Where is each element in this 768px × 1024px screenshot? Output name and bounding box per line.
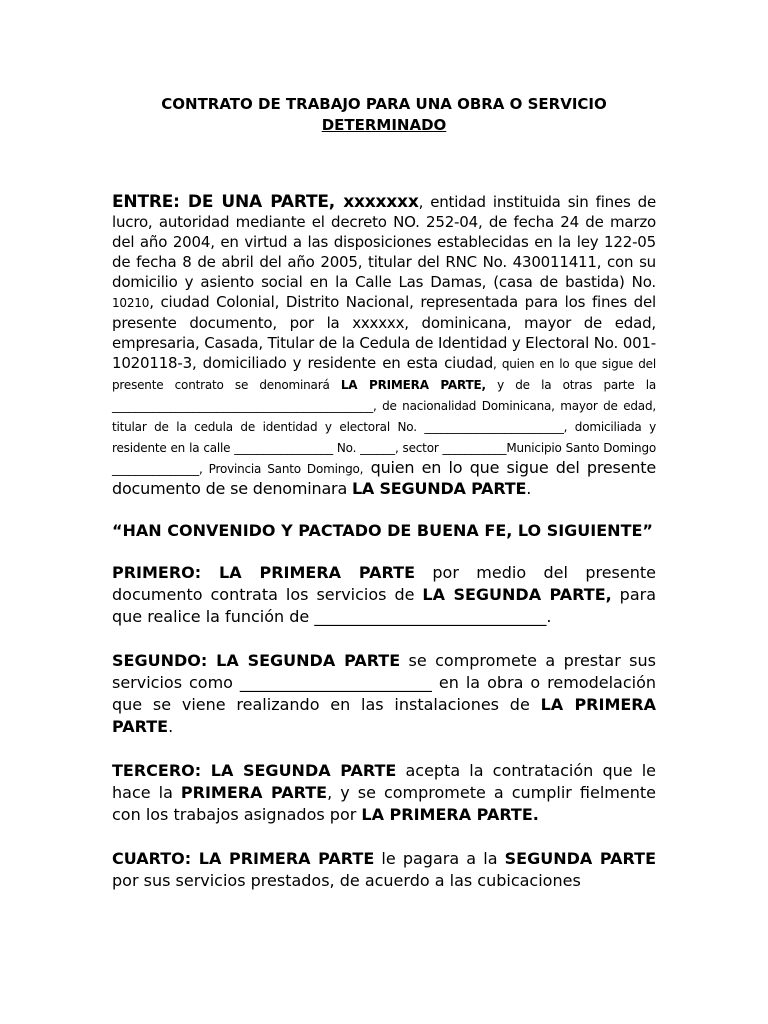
clause-primero-label: PRIMERO: LA PRIMERA PARTE <box>112 563 415 582</box>
clause-cuarto-text-2: por sus servicios prestados, de acuerdo a las cubicaciones <box>112 871 581 890</box>
title-line-1: CONTRATO DE TRABAJO PARA UNA OBRA O SERVICIO <box>161 95 607 113</box>
clause-cuarto <box>112 848 656 892</box>
clause-tercero-bold-2: LA PRIMERA PARTE. <box>361 805 539 824</box>
clause-cuarto-label: CUARTO: LA PRIMERA PARTE <box>112 849 375 868</box>
clause-segundo-text-2: . <box>168 717 174 736</box>
clause-segundo-bold-1: LA PRIMERA PARTE <box>112 695 656 736</box>
intro-party-2: LA SEGUNDA PARTE <box>351 479 527 498</box>
intro-text-3: , quien en lo que sigue del presente contrato se denominará <box>112 357 656 392</box>
clause-primero <box>112 562 656 628</box>
clause-tercero-text-2: , y se compromete a cumplir fielmente con los trabajos asignados por <box>112 783 656 824</box>
intro-tail-2: . <box>526 479 532 498</box>
clause-primero-text-2: para que realice la función de _____________________________. <box>112 585 657 626</box>
clause-tercero <box>112 760 656 826</box>
clause-segundo-text-1: se compromete a prestar sus servicios como ________________________ en la obra o remodelación que se viene realizando en las instalaciones de <box>112 651 656 714</box>
clause-tercero-text-1: acepta la contratación que le hace la <box>112 761 657 802</box>
intro-house-number: 10210 <box>112 296 150 310</box>
intro-tail-1: quien en lo que sigue del presente documento de se denominara <box>112 458 656 498</box>
document-title <box>112 94 656 136</box>
clause-tercero-bold-1: PRIMERA PARTE <box>180 783 328 802</box>
title-line-2: DETERMINADO <box>321 116 447 134</box>
intro-text-2: , ciudad Colonial, Distrito Nacional, representada para los fines del presente documento, por la xxxxxx, dominicana, mayor de edad, empresaria, Casada, Titular de la Cedula de Identidad y Electoral No. 001-1020118-3, domiciliado y residente en esta ciudad <box>112 293 656 372</box>
intro-text-1: , entidad instituida sin fines de lucro, autoridad mediante el decreto NO. 252-04, de fecha 24 de marzo del año 2004, en virtud a las disposiciones establecidas en la ley 122-05 de fecha 8 de abril del año 2005, titular del RNC No. 430011411, con su domicilio y asiento social en la Calle Las Damas, (casa de bastida) No. <box>112 193 656 291</box>
intro-party-1: LA PRIMERA PARTE, <box>340 378 486 392</box>
clause-primero-bold-1: LA SEGUNDA PARTE, <box>422 585 612 604</box>
intro-text-4: y de la otras parte la _____________________________________________, de nacionalidad Dominicana, mayor de edad, titular de la cedula de identidad y electoral No. ________________________, domiciliada y residente en la calle _________________ No. ______, sector ___________Municipio Santo Domingo _______________, Provincia Santo Domingo, <box>112 378 657 476</box>
clause-tercero-label: TERCERO: LA SEGUNDA PARTE <box>112 761 397 780</box>
clause-primero-text-1: por medio del presente documento contrata los servicios de <box>112 563 656 604</box>
clause-cuarto-bold-1: SEGUNDA PARTE <box>504 849 657 868</box>
clause-cuarto-text-1: le pagara a la <box>374 849 505 868</box>
agreement-heading: “HAN CONVENIDO Y PACTADO DE BUENA FE, LO SIGUIENTE” <box>112 521 653 540</box>
document-page <box>112 94 656 892</box>
clause-segundo <box>112 650 656 738</box>
intro-paragraph <box>112 192 656 499</box>
clause-segundo-label: SEGUNDO: LA SEGUNDA PARTE <box>112 651 401 670</box>
intro-lead: ENTRE: DE UNA PARTE, xxxxxxx <box>112 192 419 212</box>
